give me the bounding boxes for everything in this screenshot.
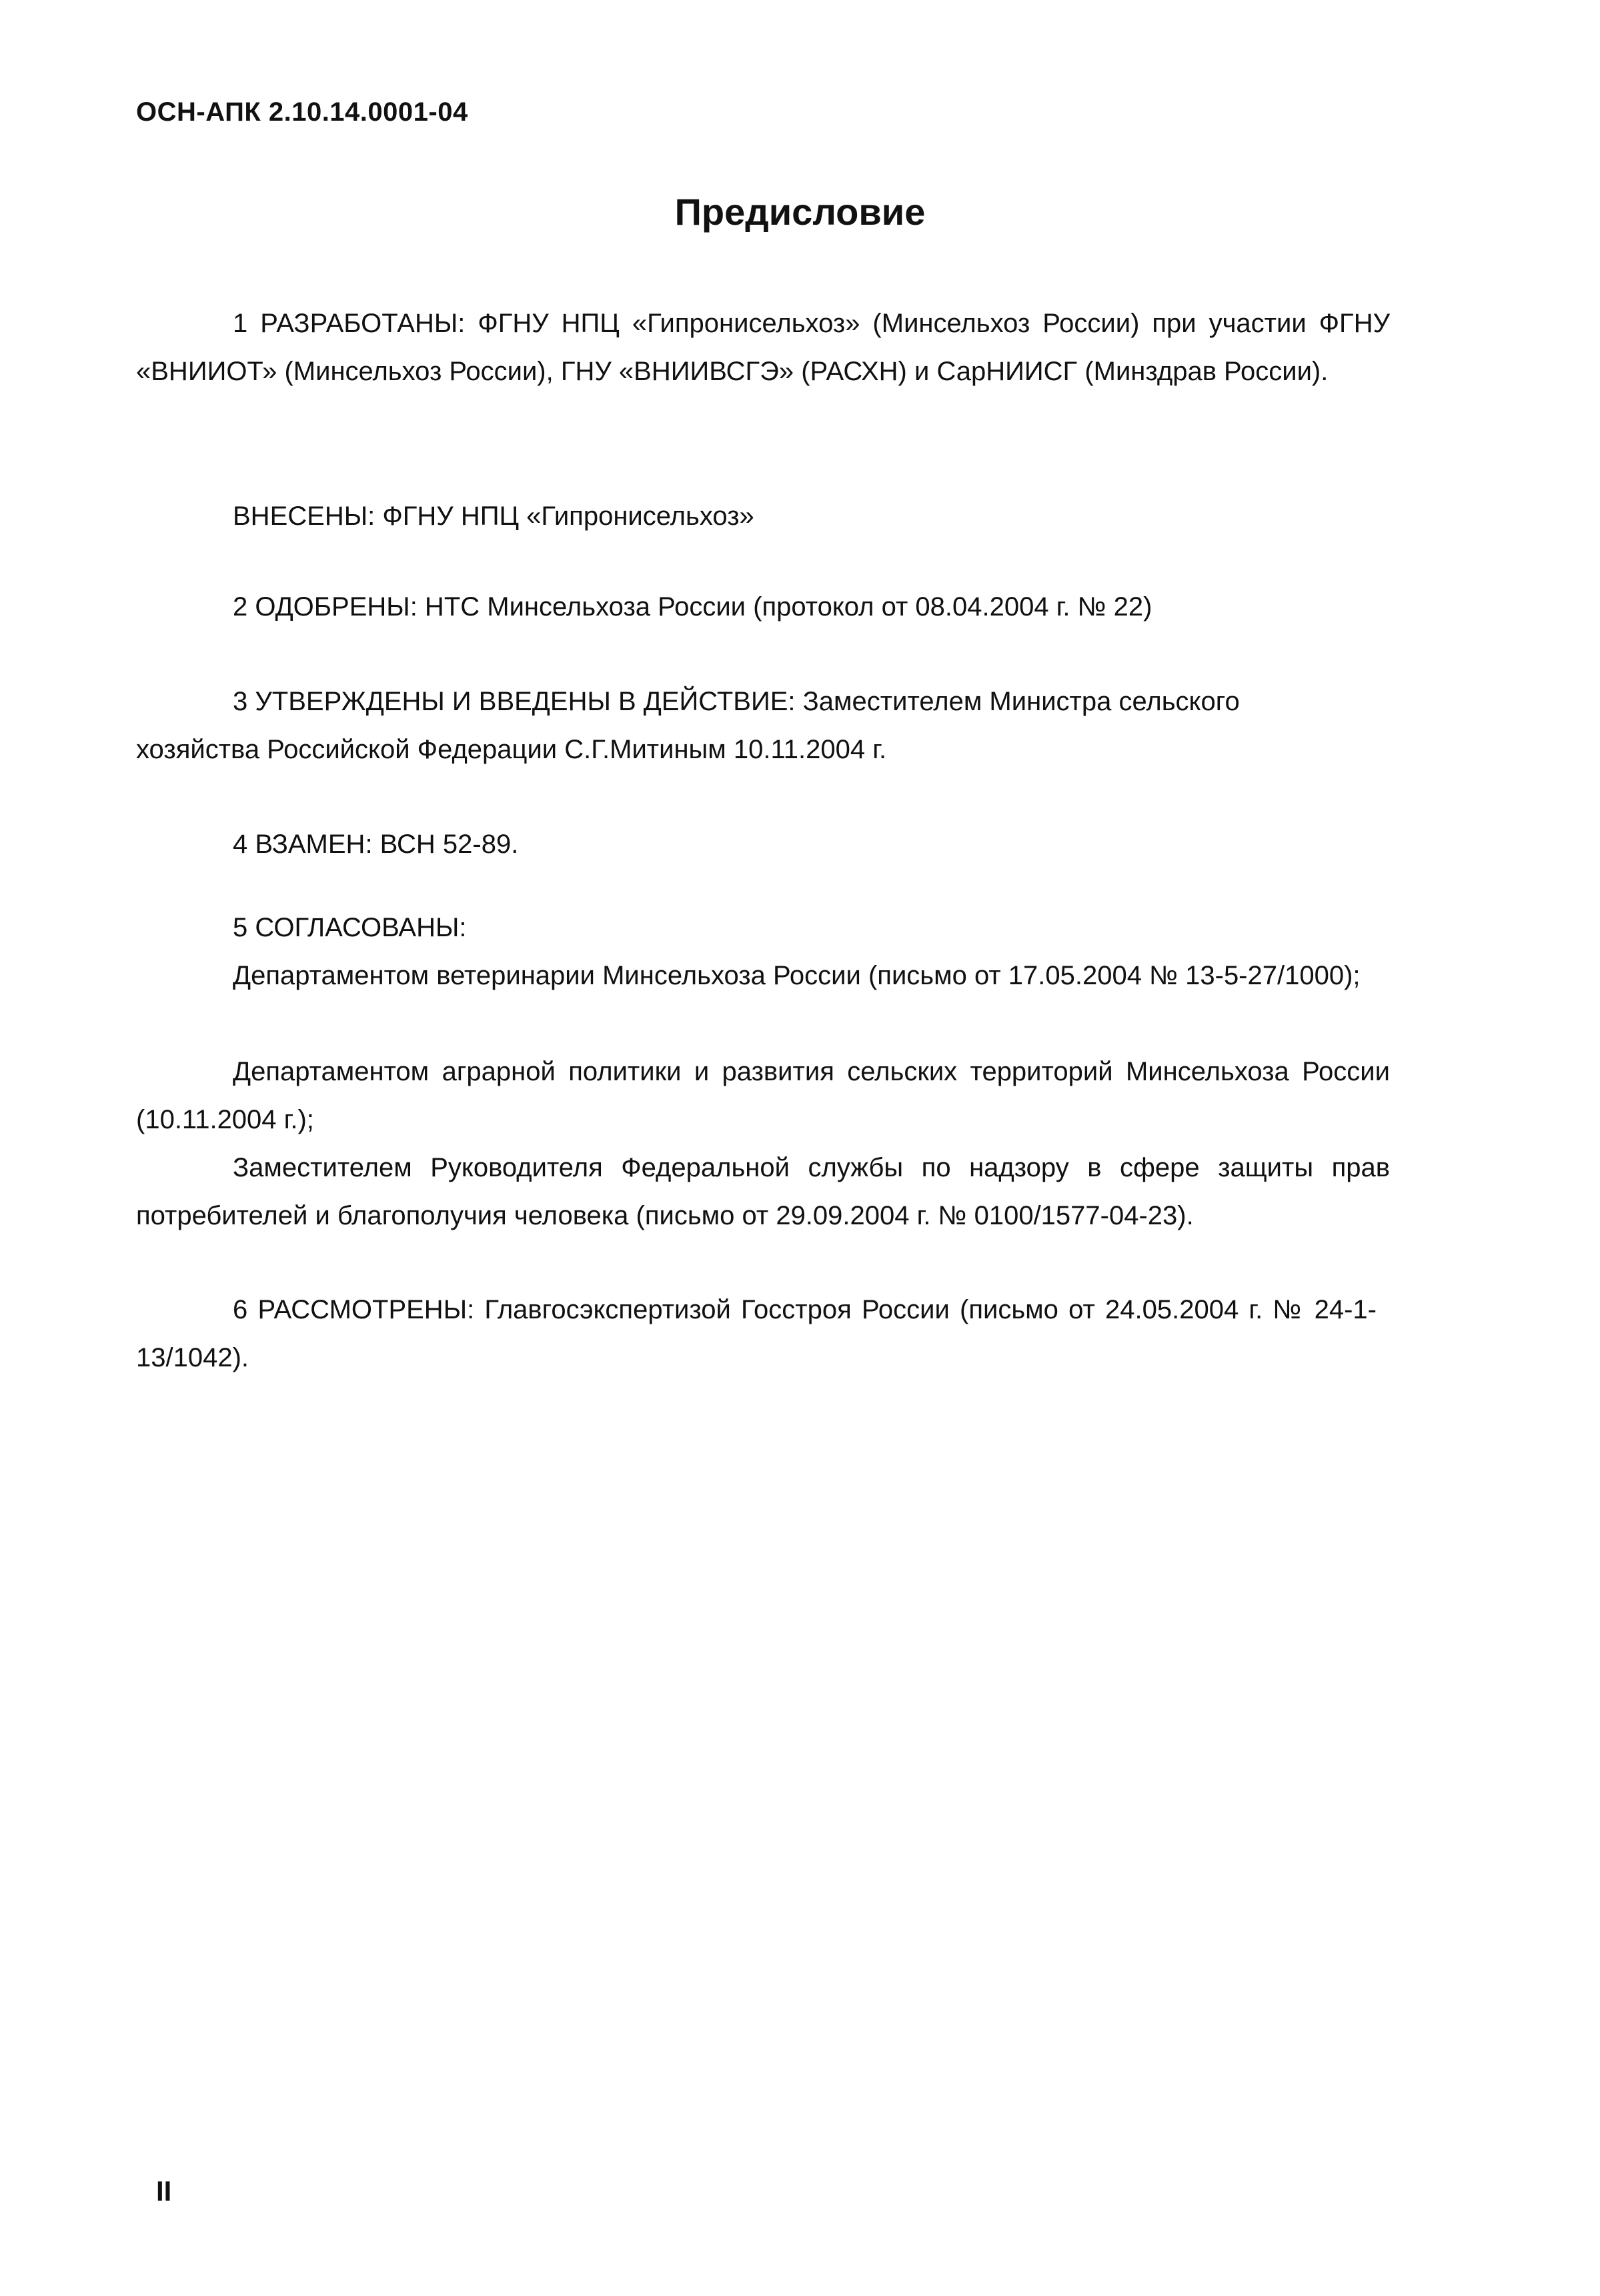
section-1-developed: 1 РАЗРАБОТАНЫ: ФГНУ НПЦ «Гипронисельхоз» (Минсельхоз России) при участии ФГНУ «ВНИИОТ» (Минсельхоз России), ГНУ «ВНИИВСГЭ» (РАСХН) и СарНИИСГ (Минздрав России). (136, 309, 1390, 386)
page-number: II (156, 2175, 172, 2207)
section-5-heading: 5 СОГЛАСОВАНЫ: (233, 913, 467, 942)
section-1-introduced: ВНЕСЕНЫ: ФГНУ НПЦ «Гипронисельхоз» (233, 501, 754, 531)
section-5-item-veterinary: Департаментом ветеринарии Минсельхоза России (письмо от 17.05.2004 № 13-5-27/1000); (233, 961, 1361, 990)
section-6-reviewed: 6 РАССМОТРЕНЫ: Главгосэкспертизой Госстроя России (письмо от 24.05.2004 г. № 24-1-13/1042). (136, 1295, 1377, 1372)
section-2-approved: 2 ОДОБРЕНЫ: НТС Минсельхоза России (протокол от 08.04.2004 г. № 22) (233, 592, 1152, 622)
page-title: Предисловие (674, 191, 926, 233)
section-5-item-agrarian-policy: Департаментом аграрной политики и развития сельских территорий Минсельхоза России (10.11.2004 г.); (136, 1057, 1390, 1134)
section-4-replaces: 4 ВЗАМЕН: ВСН 52-89. (233, 830, 519, 859)
section-5-item-consumer-protection: Заместителем Руководителя Федеральной службы по надзору в сфере защиты прав потребителей и благополучия человека (письмо от 29.09.2004 г. № 0100/1577-04-23). (136, 1153, 1390, 1230)
section-3-enacted: 3 УТВЕРЖДЕНЫ И ВВЕДЕНЫ В ДЕЙСТВИЕ: Заместителем Министра сельского хозяйства Российской Федерации С.Г.Митиным 10.11.2004 г. (136, 687, 1240, 764)
document-code: ОСН-АПК 2.10.14.0001-04 (136, 97, 468, 127)
